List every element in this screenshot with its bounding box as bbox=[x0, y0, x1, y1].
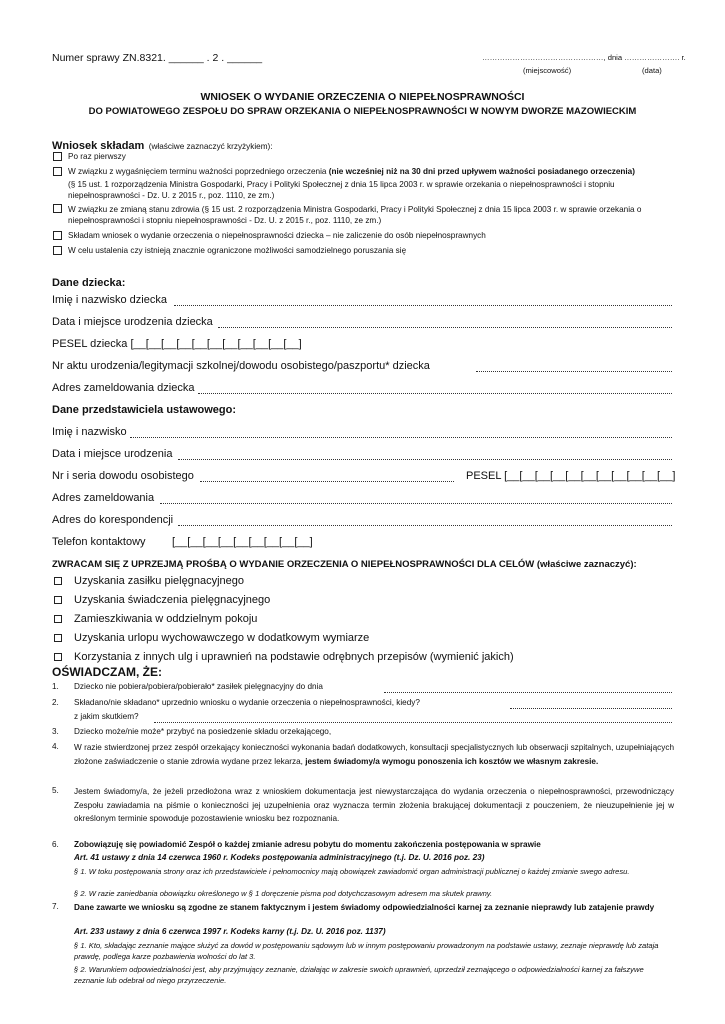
option-health-change: W związku ze zmianą stanu zdrowia (§ 15 ust. 2 rozporządzenia Ministra Gospodarki, Pracy i Polityki Społecznej z dnia 15 lipca 2003 r. w sprawie orzekania o niepełnosprawności i stopniu niepełnosprawności - Dz. U. z 2015 r., poz. 1110, ze zm.) bbox=[68, 205, 642, 225]
form-title: WNIOSEK O WYDANIE ORZECZENIA O NIEPEŁNOSPRAWNOŚCI bbox=[200, 91, 525, 103]
declare-item-7: Dane zawarte we wniosku są zgodne ze stanem faktycznym i jestem świadomy odpowiedzialności karnej za zeznanie nieprawdy lub zatajenie prawdy bbox=[74, 903, 655, 912]
guardian-name-field[interactable] bbox=[130, 436, 672, 438]
declare-item-1: Dziecko nie pobiera/pobiera/pobierało* zasiłek pielęgnacyjny do dnia bbox=[74, 682, 323, 691]
declare-item-7-par2: § 2. Warunkiem odpowiedzialności jest, aby przyjmujący zeznanie, działając w zakresie swoich uprawnień, uprzedził zeznającego o odpowiedzialności karnej za fałszywe zeznanie lub odebrał od niego przyrzeczenie. bbox=[74, 965, 644, 985]
guardian-address-label: Adres zameldowania bbox=[52, 492, 155, 504]
purpose-checkbox-3[interactable] bbox=[54, 615, 62, 623]
declare-item-6-par2: § 2. W razie zaniedbania obowiązku określonego w § 1 doręczenie pisma pod dotychczasowym adresem ma skutek prawny. bbox=[74, 889, 493, 898]
child-address-label: Adres zameldowania dziecka bbox=[52, 382, 195, 394]
guardian-heading: Dane przedstawiciela ustawowego: bbox=[52, 404, 236, 416]
declare-item-6: Zobowiązuję się powiadomić Zespół o każdej zmianie adresu pobytu do momentu zakończenia postępowania w sprawie bbox=[74, 840, 541, 849]
guardian-phone-label: Telefon kontaktowy bbox=[52, 536, 146, 548]
guardian-pesel-field[interactable]: PESEL [__[__[__[__[__[__[__[__[__[__[__] bbox=[466, 470, 676, 482]
child-name-field[interactable] bbox=[174, 304, 672, 306]
declare-item-2-result-field[interactable] bbox=[154, 721, 672, 723]
child-address-field[interactable] bbox=[198, 392, 672, 394]
declare-item-5: Jestem świadomy/a, że jeżeli przedłożona wraz z wnioskiem dokumentacja jest niewystarczająca do wydania orzeczenia o niepełnosprawności, przewodniczący Zespołu zawiadamia na piśmie o konieczności jej uzupełnienia oraz wyznacza termin złożenia brakującej dokumentacji z pouczeniem, że nieuzupełnienie jej w określonym terminie spowoduje pozostawienie wniosku bez rozpoznania. bbox=[74, 787, 674, 823]
declare-heading: OŚWIADCZAM, ŻE: bbox=[52, 665, 162, 679]
declare-item-7-par1: § 1. Kto, składając zeznanie mające służyć za dowód w postępowaniu sądowym lub w innym postępowaniu prowadzonym na podstawie ustawy, zeznaje nieprawdę lub zataja prawdę, podlega karze pozbawienia wolności do lat 3. bbox=[74, 941, 659, 961]
declare-item-6-par1: § 1. W toku postępowania strony oraz ich przedstawiciele i pełnomocnicy mają obowiązek zawiadomić organ administracji publicznej o każdej zmianie swego adresu. bbox=[74, 867, 630, 876]
declare-item-4: W razie stwierdzonej przez zespół orzekający konieczności wykonania badań dodatkowych, konsultacji specjalistycznych lub obserwacji szpitalnych, uzupełniających złożone zaświadczenie o stanie zdrowia wydane przez lekarza, jestem świadomy/a wymogu ponoszenia ich kosztów we własnym zakresie. bbox=[74, 743, 674, 766]
option-child-non-disabled: Składam wniosek o wydanie orzeczenia o niepełnosprawności dziecka – nie zaliczenie do osób niepełnosprawnych bbox=[68, 231, 486, 240]
checkbox-mobility[interactable] bbox=[53, 246, 62, 255]
place-label: (miejscowość) bbox=[523, 66, 572, 75]
checkbox-health-change[interactable] bbox=[53, 204, 62, 213]
guardian-phone-field[interactable]: [__[__[__[__[__[__[__[__[__] bbox=[172, 536, 313, 548]
option-mobility: W celu ustalenia czy istnieją znacznie ograniczone możliwości samodzielnego poruszania się bbox=[68, 246, 407, 255]
child-heading: Dane dziecka: bbox=[52, 277, 126, 289]
case-number[interactable]: Numer sprawy ZN.8321. ______ . 2 . ______ bbox=[52, 52, 263, 64]
declare-item-3: Dziecko może/nie może* przybyć na posiedzenie składu orzekającego, bbox=[74, 727, 332, 736]
child-doc-label: Nr aktu urodzenia/legitymacji szkolnej/dowodu osobistego/paszportu* dziecka bbox=[52, 360, 430, 372]
purpose-heading: ZWRACAM SIĘ Z UPRZEJMĄ PROŚBĄ O WYDANIE ORZECZENIA O NIEPEŁNOSPRAWNOŚCI DLA CELÓW (właściwe zaznaczyć): bbox=[52, 559, 637, 570]
guardian-birth-field[interactable] bbox=[178, 458, 672, 460]
request-heading: Wniosek składam (właściwe zaznaczyć krzyżykiem): bbox=[52, 140, 273, 152]
purpose-checkbox-4[interactable] bbox=[54, 634, 62, 642]
guardian-birth-label: Data i miejsce urodzenia bbox=[52, 448, 173, 460]
child-birth-field[interactable] bbox=[218, 326, 672, 328]
child-pesel-field[interactable]: PESEL dziecka [__[__[__[__[__[__[__[__[__[__[__] bbox=[52, 338, 302, 350]
date-label: (data) bbox=[642, 66, 662, 75]
child-name-label: Imię i nazwisko dziecka bbox=[52, 294, 167, 306]
declare-item-1-field[interactable] bbox=[384, 691, 672, 693]
declare-item-2-result: z jakim skutkiem? bbox=[74, 712, 139, 721]
guardian-address-field[interactable] bbox=[160, 502, 672, 504]
checkbox-expiry[interactable] bbox=[53, 167, 62, 176]
form-subtitle: DO POWIATOWEGO ZESPOŁU DO SPRAW ORZEKANIA O NIEPEŁNOSPRAWNOŚCI W NOWYM DWORZE MAZOWIECKIM bbox=[88, 106, 637, 117]
purpose-checkbox-1[interactable] bbox=[54, 577, 62, 585]
option-first-time: Po raz pierwszy bbox=[68, 152, 126, 161]
checkbox-child-non-disabled[interactable] bbox=[53, 231, 62, 240]
guardian-id-field[interactable] bbox=[200, 480, 454, 482]
checkbox-first-time[interactable] bbox=[53, 152, 62, 161]
purpose-item: Uzyskania świadczenia pielęgnacyjnego bbox=[74, 594, 271, 606]
place-date-line[interactable]: …………………………………………, dnia …………………. r. bbox=[482, 53, 686, 62]
option-expiry-legal: (§ 15 ust. 1 rozporządzenia Ministra Gospodarki, Pracy i Polityki Społecznej z dnia 15 lipca 2003 r. w sprawie orzekania o niepełnosprawności i stopniu niepełnosprawności - Dz. U. z 2015 r., poz. 1110, ze zm.) bbox=[68, 180, 615, 200]
declare-item-2-when-field[interactable] bbox=[510, 707, 672, 709]
declare-item-6-article: Art. 41 ustawy z dnia 14 czerwca 1960 r. Kodeks postępowania administracyjnego (t.j. Dz. U. 2016 poz. 23) bbox=[74, 853, 485, 862]
purpose-checkbox-2[interactable] bbox=[54, 596, 62, 604]
purpose-item: Korzystania z innych ulg i uprawnień na podstawie odrębnych przepisów (wymienić jakich) bbox=[74, 651, 514, 663]
purpose-item: Uzyskania zasiłku pielęgnacyjnego bbox=[74, 575, 244, 587]
declare-item-2: Składano/nie składano* uprzednio wniosku o wydanie orzeczenia o niepełnosprawności, kiedy? bbox=[74, 698, 420, 707]
child-birth-label: Data i miejsce urodzenia dziecka bbox=[52, 316, 213, 328]
child-doc-field[interactable] bbox=[476, 370, 672, 372]
guardian-name-label: Imię i nazwisko bbox=[52, 426, 127, 438]
guardian-corr-field[interactable] bbox=[178, 524, 672, 526]
guardian-corr-label: Adres do korespondencji bbox=[52, 514, 174, 526]
guardian-id-label: Nr i seria dowodu osobistego bbox=[52, 470, 194, 482]
purpose-item: Uzyskania urlopu wychowawczego w dodatkowym wymiarze bbox=[74, 632, 370, 644]
declare-item-7-article: Art. 233 ustawy z dnia 6 czerwca 1997 r. Kodeks karny (t.j. Dz. U. 2016 poz. 1137) bbox=[74, 927, 386, 936]
purpose-checkbox-5[interactable] bbox=[54, 653, 62, 661]
option-expiry: W związku z wygaśnięciem terminu ważności poprzedniego orzeczenia (nie wcześniej niż na 30 dni przed upływem ważności posiadanego orzeczenia) bbox=[68, 167, 635, 176]
purpose-item: Zamieszkiwania w oddzielnym pokoju bbox=[74, 613, 258, 625]
